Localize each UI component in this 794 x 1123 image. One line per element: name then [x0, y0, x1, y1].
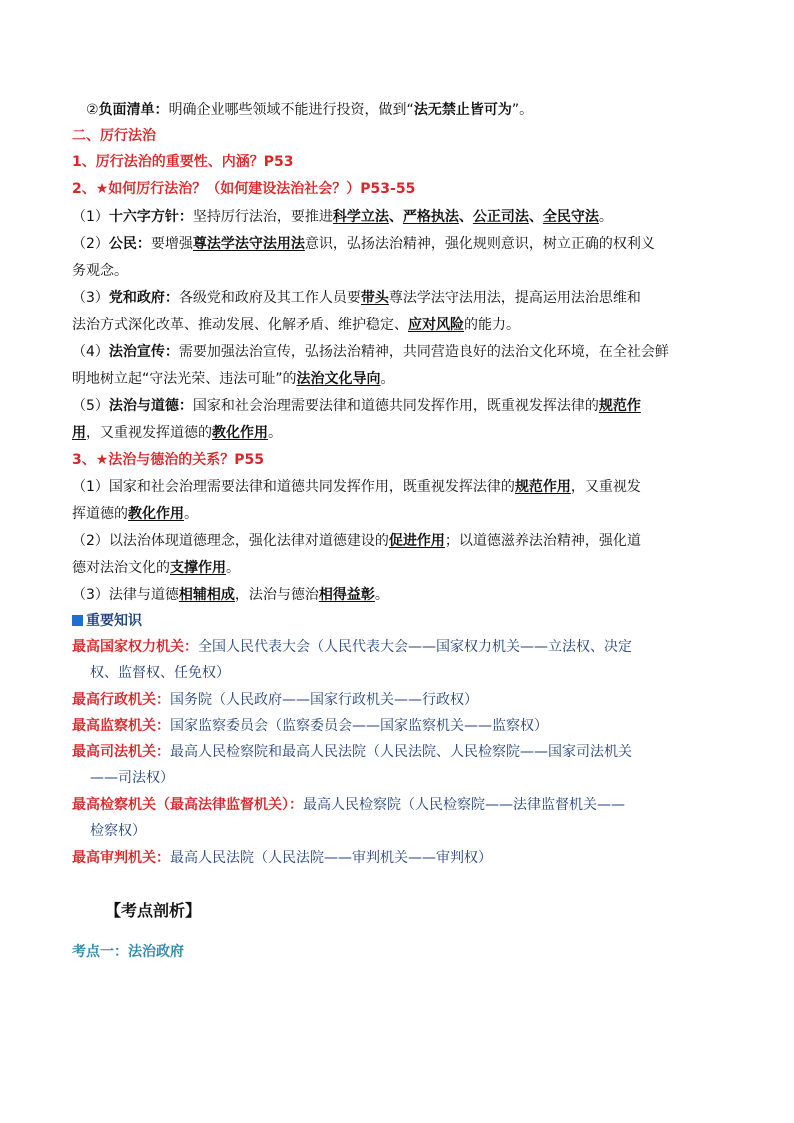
point-4-label: 法治宣传：	[108, 344, 179, 360]
negative-list-end: ”。	[511, 102, 534, 118]
organ-1-label: 最高国家权力机关：	[72, 639, 198, 655]
point-4-cont	[72, 370, 732, 388]
circled-number: ②	[86, 102, 99, 118]
organ-6	[72, 849, 732, 867]
relation-1-text-2: ，又重视发	[570, 479, 641, 495]
relation-3-text: （3）法律与道德	[72, 587, 179, 603]
point-1-em-4: 全民守法	[542, 209, 599, 225]
relation-2	[72, 532, 732, 550]
organ-6-label: 最高审判机关：	[72, 850, 170, 866]
organ-4-cont: ——司法权）	[90, 770, 174, 786]
point-3-cont-text: 法治方式深化改革、推动发展、化解矛盾、维护稳定、	[72, 317, 408, 333]
organ-1-cont: 权、监督权、任免权）	[90, 665, 230, 681]
end: 。	[598, 209, 613, 225]
sep: 、	[458, 209, 473, 225]
point-2-cont: 务观念。	[72, 263, 128, 279]
point-5-em-2: 教化作用	[212, 425, 268, 441]
point-4-cont-text: 明地树立起“守法光荣、违法可耻”的	[72, 371, 297, 387]
organ-4-label: 最高司法机关：	[72, 744, 170, 760]
relation-3-em-2: 相得益彰	[318, 587, 375, 603]
point-4-em: 法治文化导向	[296, 371, 381, 387]
point-4-text: 需要加强法治宣传，弘扬法治精神，共同营造良好的法治文化环境，在全社会鲜	[178, 344, 669, 360]
point-5-em-cont: 用	[72, 425, 86, 441]
point-3-end: 的能力。	[464, 317, 520, 333]
point-3-em: 带头	[360, 290, 389, 306]
organ-4	[72, 743, 732, 761]
organ-2-desc: 国务院（人民政府——国家行政机关——行政权）	[170, 692, 478, 708]
relation-1	[72, 478, 732, 496]
relation-2-end: 。	[226, 560, 240, 576]
point-1-label: 十六字方针：	[108, 209, 193, 225]
point-5-text-2: ，又重视发挥道德的	[86, 425, 212, 441]
negative-list-label: 负面清单：	[98, 102, 169, 118]
subsection-title: 考点一：法治政府	[72, 944, 184, 960]
relation-1-em: 规范作用	[514, 479, 571, 495]
key-knowledge-title: 重要知识	[86, 613, 142, 629]
relation-3	[72, 586, 732, 604]
organ-4-desc: 最高人民检察院和最高人民法院（人民法院、人民检察院——国家司法机关	[170, 744, 632, 760]
negative-list-text: 明确企业哪些领域不能进行投资，做到“	[168, 102, 414, 118]
question-2: 2、★如何厉行法治？（如何建设法治社会？）P53-55	[72, 181, 416, 197]
point-3-text-2: 尊法学法守法用法，提高运用法治思维和	[388, 290, 641, 306]
relation-2-cont	[72, 559, 732, 577]
point-3-text: 各级党和政府及其工作人员要	[178, 290, 361, 306]
key-knowledge-heading	[72, 612, 732, 630]
point-2-label: 公民：	[108, 236, 151, 252]
organ-1	[72, 638, 732, 656]
relation-3-text-2: ，法治与德治	[234, 587, 319, 603]
point-3-num: （3）	[72, 290, 109, 306]
point-3-cont	[72, 316, 732, 334]
point-4-num: （4）	[72, 344, 109, 360]
relation-1-cont-text: 挥道德的	[72, 506, 128, 522]
negative-list-emphasis: 法无禁止皆可为	[413, 102, 512, 118]
point-2	[72, 235, 732, 253]
point-4	[72, 343, 732, 361]
organ-3	[72, 717, 732, 735]
sep: 、	[528, 209, 543, 225]
point-4-end: 。	[380, 371, 395, 387]
point-2-em: 尊法学法守法用法	[192, 236, 305, 252]
point-5-em: 规范作	[598, 398, 641, 414]
square-bullet-icon	[72, 615, 83, 626]
point-1-em-3: 公正司法	[472, 209, 529, 225]
point-5-cont	[72, 424, 732, 442]
point-2-text-2: 意识，弘扬法治精神，强化规则意识，树立正确的权利义	[304, 236, 655, 252]
organ-1-desc: 全国人民代表大会（人民代表大会——国家权力机关——立法权、决定	[198, 639, 632, 655]
relation-1-end: 。	[184, 506, 198, 522]
relation-2-em: 促进作用	[388, 533, 445, 549]
relation-2-text-2: ；以道德滋养法治精神，强化道	[444, 533, 641, 549]
section-title: 【考点剖析】	[105, 901, 202, 920]
point-3-em-2: 应对风险	[408, 317, 464, 333]
relation-2-text: （2）以法治体现道德理念，强化法律对道德建设的	[72, 533, 389, 549]
relation-1-em-2: 教化作用	[128, 506, 184, 522]
heading-rule-of-law: 二、厉行法治	[72, 128, 156, 144]
relation-3-end: 。	[374, 587, 389, 603]
relation-1-cont	[72, 505, 732, 523]
point-5-label: 法治与道德：	[108, 398, 193, 414]
point-5-end: 。	[268, 425, 282, 441]
point-3-label: 党和政府：	[108, 290, 179, 306]
organ-3-label: 最高监察机关：	[72, 718, 170, 734]
organ-2-label: 最高行政机关：	[72, 692, 170, 708]
relation-2-em-2: 支撑作用	[170, 560, 226, 576]
point-5	[72, 397, 732, 415]
negative-list-line	[86, 101, 746, 119]
point-1-text: 坚持厉行法治，要推进	[192, 209, 333, 225]
point-1	[72, 208, 732, 226]
organ-5-label: 最高检察机关（最高法律监督机关）：	[72, 797, 303, 813]
relation-2-cont-text: 德对法治文化的	[72, 560, 170, 576]
organ-6-desc: 最高人民法院（人民法院——审判机关——审判权）	[170, 850, 492, 866]
organ-3-desc: 国家监察委员会（监察委员会——国家监察机关——监察权）	[170, 718, 548, 734]
point-1-em-2: 严格执法	[402, 209, 459, 225]
question-1: 1、厉行法治的重要性、内涵？P53	[72, 154, 294, 170]
point-5-num: （5）	[72, 398, 109, 414]
point-2-text: 要增强	[150, 236, 193, 252]
organ-5	[72, 796, 732, 814]
point-1-em-1: 科学立法	[332, 209, 389, 225]
point-1-num: （1）	[72, 209, 109, 225]
point-2-num: （2）	[72, 236, 109, 252]
relation-3-em: 相辅相成	[178, 587, 235, 603]
sep: 、	[388, 209, 403, 225]
organ-5-desc: 最高人民检察院（人民检察院——法律监督机关——	[303, 797, 625, 813]
organ-5-cont: 检察权）	[90, 823, 146, 839]
relation-1-text: （1）国家和社会治理需要法律和道德共同发挥作用，既重视发挥法律的	[72, 479, 515, 495]
point-5-text: 国家和社会治理需要法律和道德共同发挥作用，既重视发挥法律的	[192, 398, 599, 414]
question-3: 3、★法治与德治的关系？P55	[72, 452, 265, 468]
organ-2	[72, 691, 732, 709]
point-3	[72, 289, 732, 307]
